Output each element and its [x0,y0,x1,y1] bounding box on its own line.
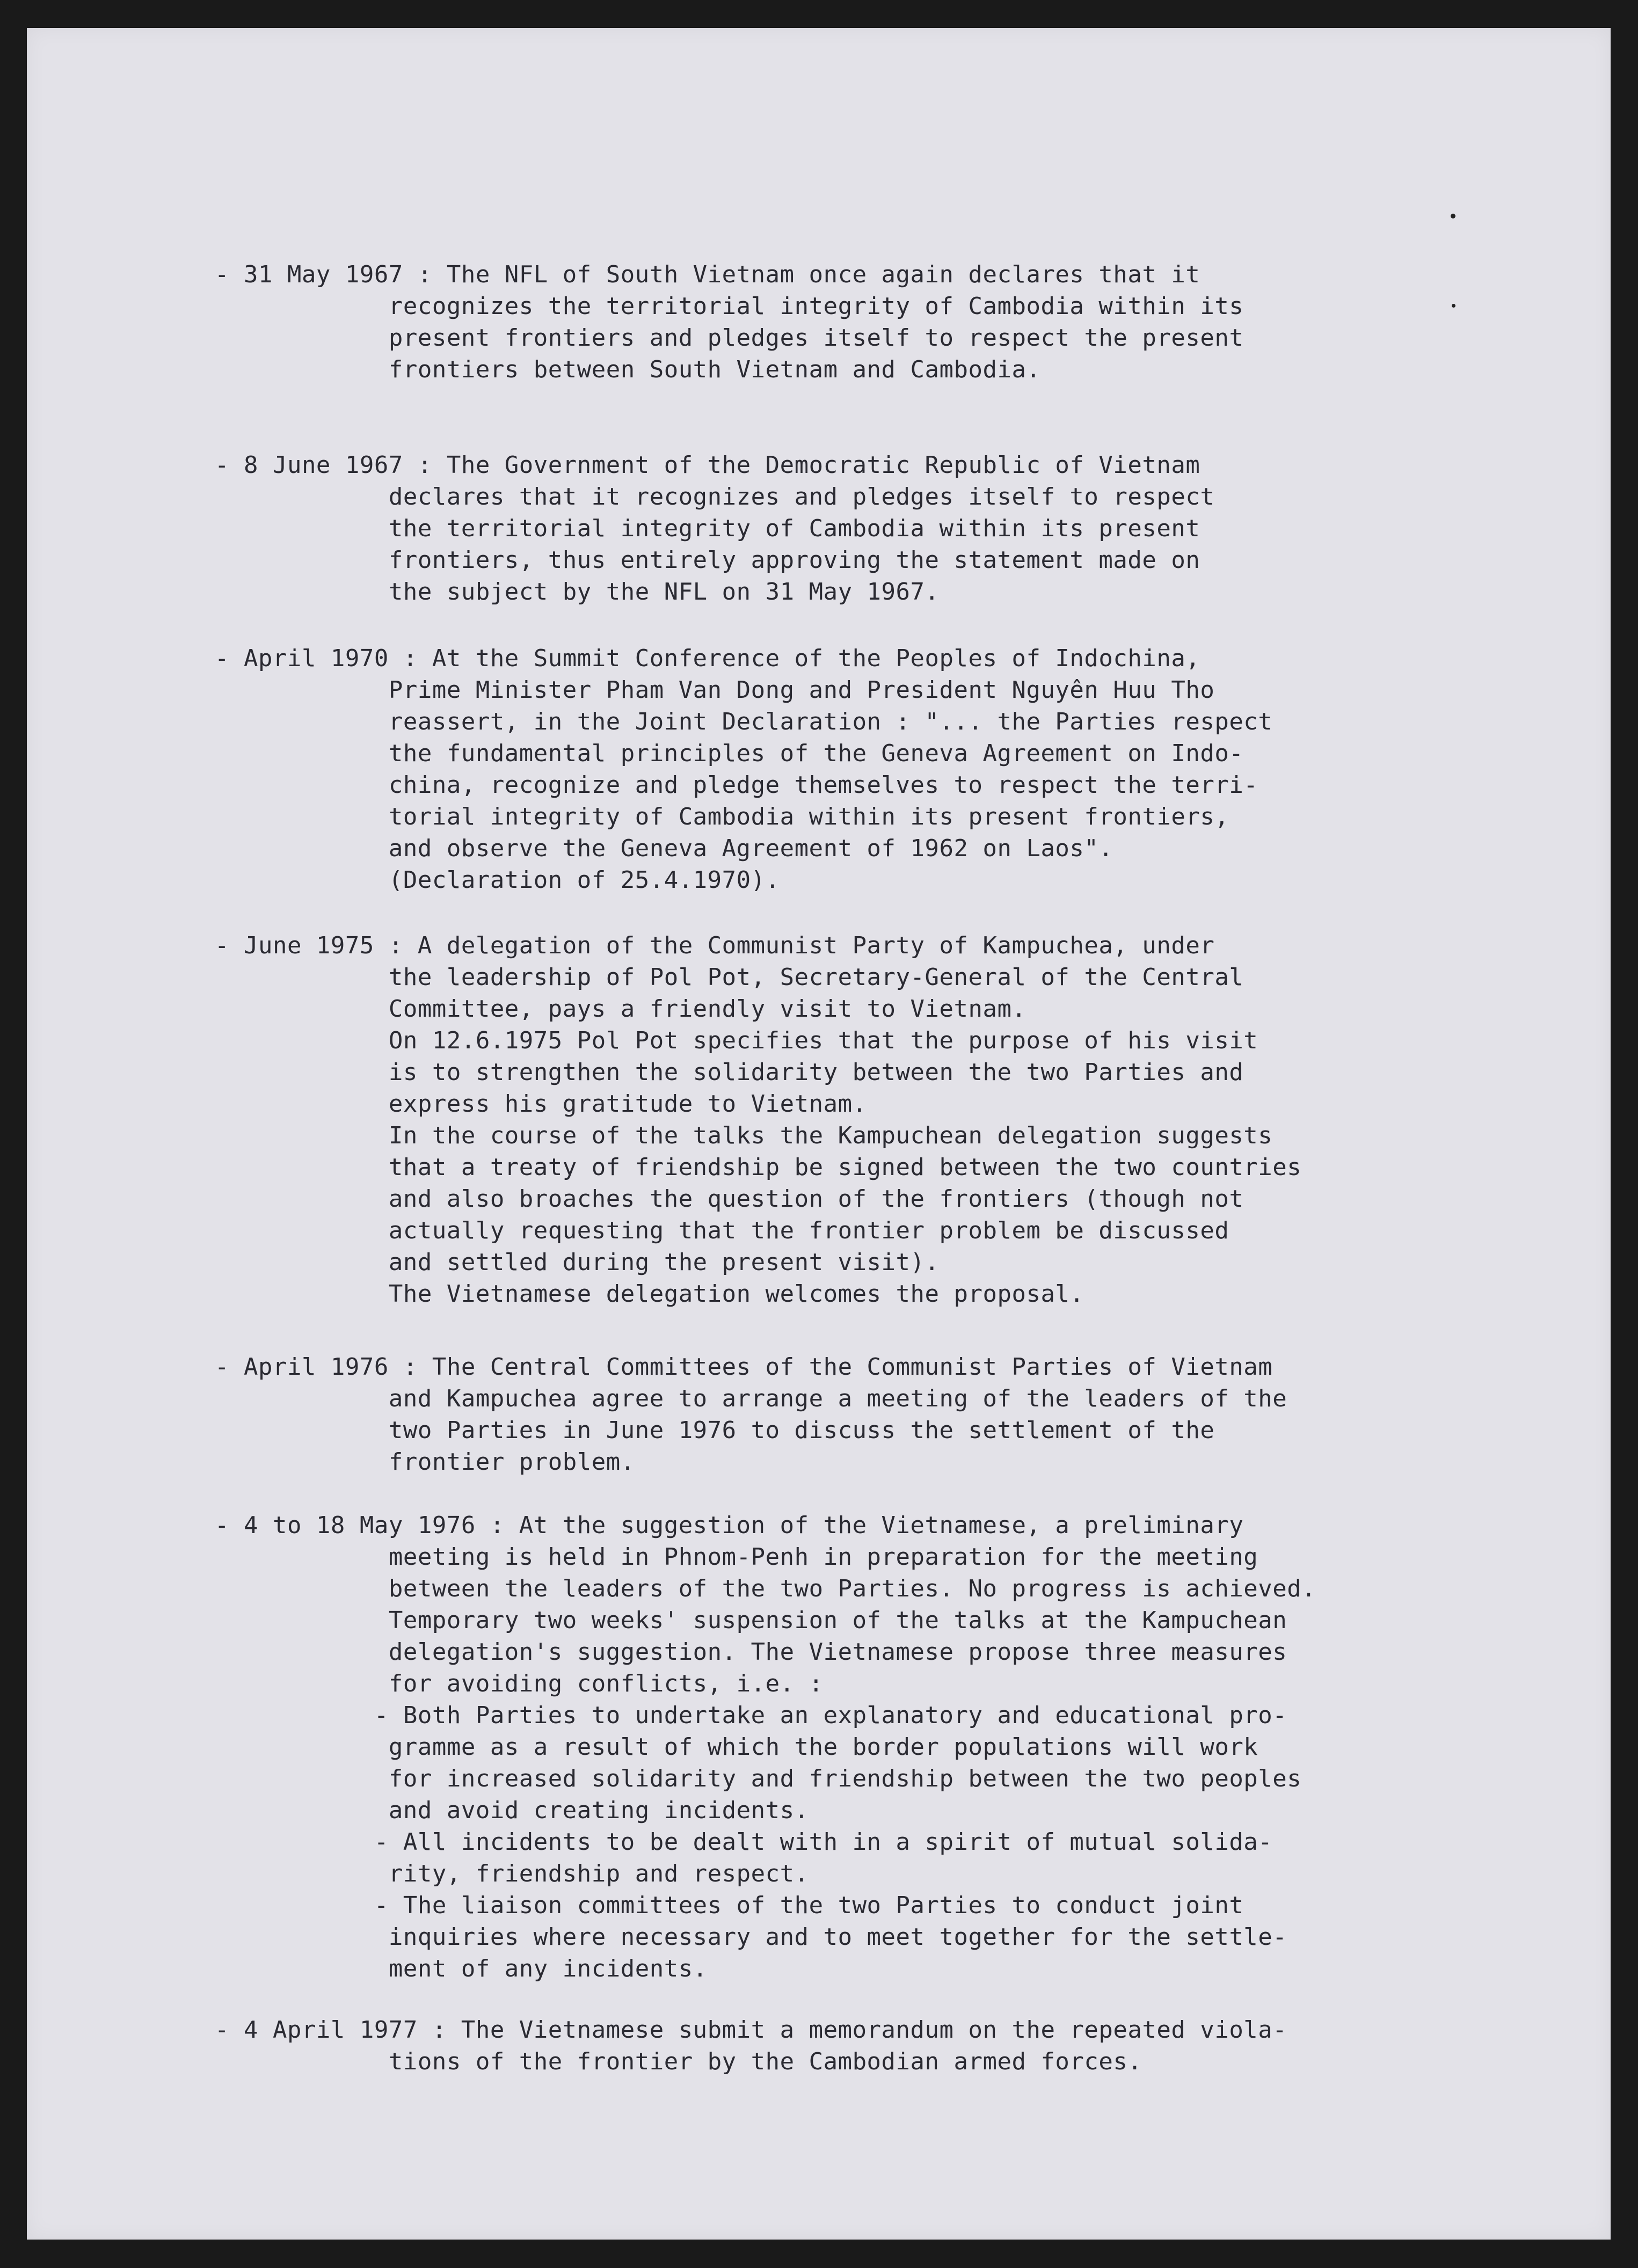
entry-line: declares that it recognizes and pledges itself to respect [215,483,1215,511]
entry-line: On 12.6.1975 Pol Pot specifies that the purpose of his visit [215,1027,1258,1054]
entry-line: Temporary two weeks' suspension of the talks at the Kampuchean [215,1607,1287,1634]
chronology-entry [215,643,1476,896]
entry-line: is to strengthen the solidarity between the two Parties and [215,1059,1244,1086]
entry-line: meeting is held in Phnom-Penh in preparation for the meeting [215,1543,1258,1571]
document-page [27,28,1611,2240]
entry-line: gramme as a result of which the border populations will work [215,1733,1258,1761]
entry-line: for increased solidarity and friendship between the two peoples [215,1765,1302,1792]
entry-line: frontier problem. [215,1448,635,1476]
entry-line: the subject by the NFL on 31 May 1967. [215,578,940,606]
entry-line: recognizes the territorial integrity of Cambodia within its [215,293,1244,320]
entry-line: the territorial integrity of Cambodia within its present [215,515,1200,542]
entry-line: - The liaison committees of the two Parties to conduct joint [215,1892,1244,1919]
entry-line: - April 1970 : At the Summit Conference of the Peoples of Indochina, [215,645,1200,672]
entry-line: Prime Minister Pham Van Dong and President Nguyên Huu Tho [215,676,1215,704]
entry-line: and observe the Geneva Agreement of 1962 on Laos". [215,835,1113,862]
entry-line: and avoid creating incidents. [215,1797,809,1824]
entry-line: two Parties in June 1976 to discuss the settlement of the [215,1417,1215,1444]
chronology-entry [215,259,1476,385]
entry-line: between the leaders of the two Parties. No progress is achieved. [215,1575,1316,1602]
entry-line: delegation's suggestion. The Vietnamese propose three measures [215,1638,1287,1666]
entry-line: In the course of the talks the Kampuchean delegation suggests [215,1122,1273,1149]
entry-line: that a treaty of friendship be signed between the two countries [215,1154,1302,1181]
entry-line: inquiries where necessary and to meet together for the settle- [215,1923,1287,1951]
entry-line: - 8 June 1967 : The Government of the Democratic Republic of Vietnam [215,451,1200,479]
entry-line: and settled during the present visit). [215,1249,940,1276]
entry-line: - 31 May 1967 : The NFL of South Vietnam once again declares that it [215,261,1200,288]
entry-line: Committee, pays a friendly visit to Vietnam. [215,995,1027,1023]
punch-mark [1451,214,1455,218]
chronology-entry [215,449,1476,608]
entry-line: tions of the frontier by the Cambodian armed forces. [215,2048,1142,2075]
entry-line: - Both Parties to undertake an explanatory and educational pro- [215,1702,1287,1729]
entry-line: - April 1976 : The Central Committees of the Communist Parties of Vietnam [215,1353,1273,1381]
entry-line: present frontiers and pledges itself to respect the present [215,324,1244,352]
entry-line: ment of any incidents. [215,1955,708,1982]
entry-line: express his gratitude to Vietnam. [215,1090,867,1118]
entry-line: reassert, in the Joint Declaration : "... the Parties respect [215,708,1273,735]
entry-line: (Declaration of 25.4.1970). [215,866,780,894]
entry-line: torial integrity of Cambodia within its present frontiers, [215,803,1229,830]
chronology-entry [215,1351,1476,1478]
entry-line: - All incidents to be dealt with in a spirit of mutual solida- [215,1828,1273,1856]
entry-line: - June 1975 : A delegation of the Communist Party of Kampuchea, under [215,932,1215,959]
entry-line: the fundamental principles of the Geneva Agreement on Indo- [215,740,1244,767]
entry-line: for avoiding conflicts, i.e. : [215,1670,824,1697]
entry-line: The Vietnamese delegation welcomes the proposal. [215,1280,1084,1308]
entry-line: frontiers between South Vietnam and Cambodia. [215,356,1041,383]
chronology-entry [215,2014,1476,2077]
entry-line: actually requesting that the frontier problem be discussed [215,1217,1229,1244]
chronology-entry [215,930,1476,1310]
entry-line: - 4 April 1977 : The Vietnamese submit a memorandum on the repeated viola- [215,2016,1287,2044]
entry-line: the leadership of Pol Pot, Secretary-General of the Central [215,964,1244,991]
entry-line: china, recognize and pledge themselves to respect the terri- [215,771,1258,799]
entry-line: and also broaches the question of the frontiers (though not [215,1185,1244,1213]
entry-line: rity, friendship and respect. [215,1860,809,1887]
entry-line: - 4 to 18 May 1976 : At the suggestion of the Vietnamese, a preliminary [215,1512,1244,1539]
entry-line: frontiers, thus entirely approving the statement made on [215,546,1200,574]
entry-line: and Kampuchea agree to arrange a meeting of the leaders of the [215,1385,1287,1412]
chronology-entry [215,1509,1476,1985]
